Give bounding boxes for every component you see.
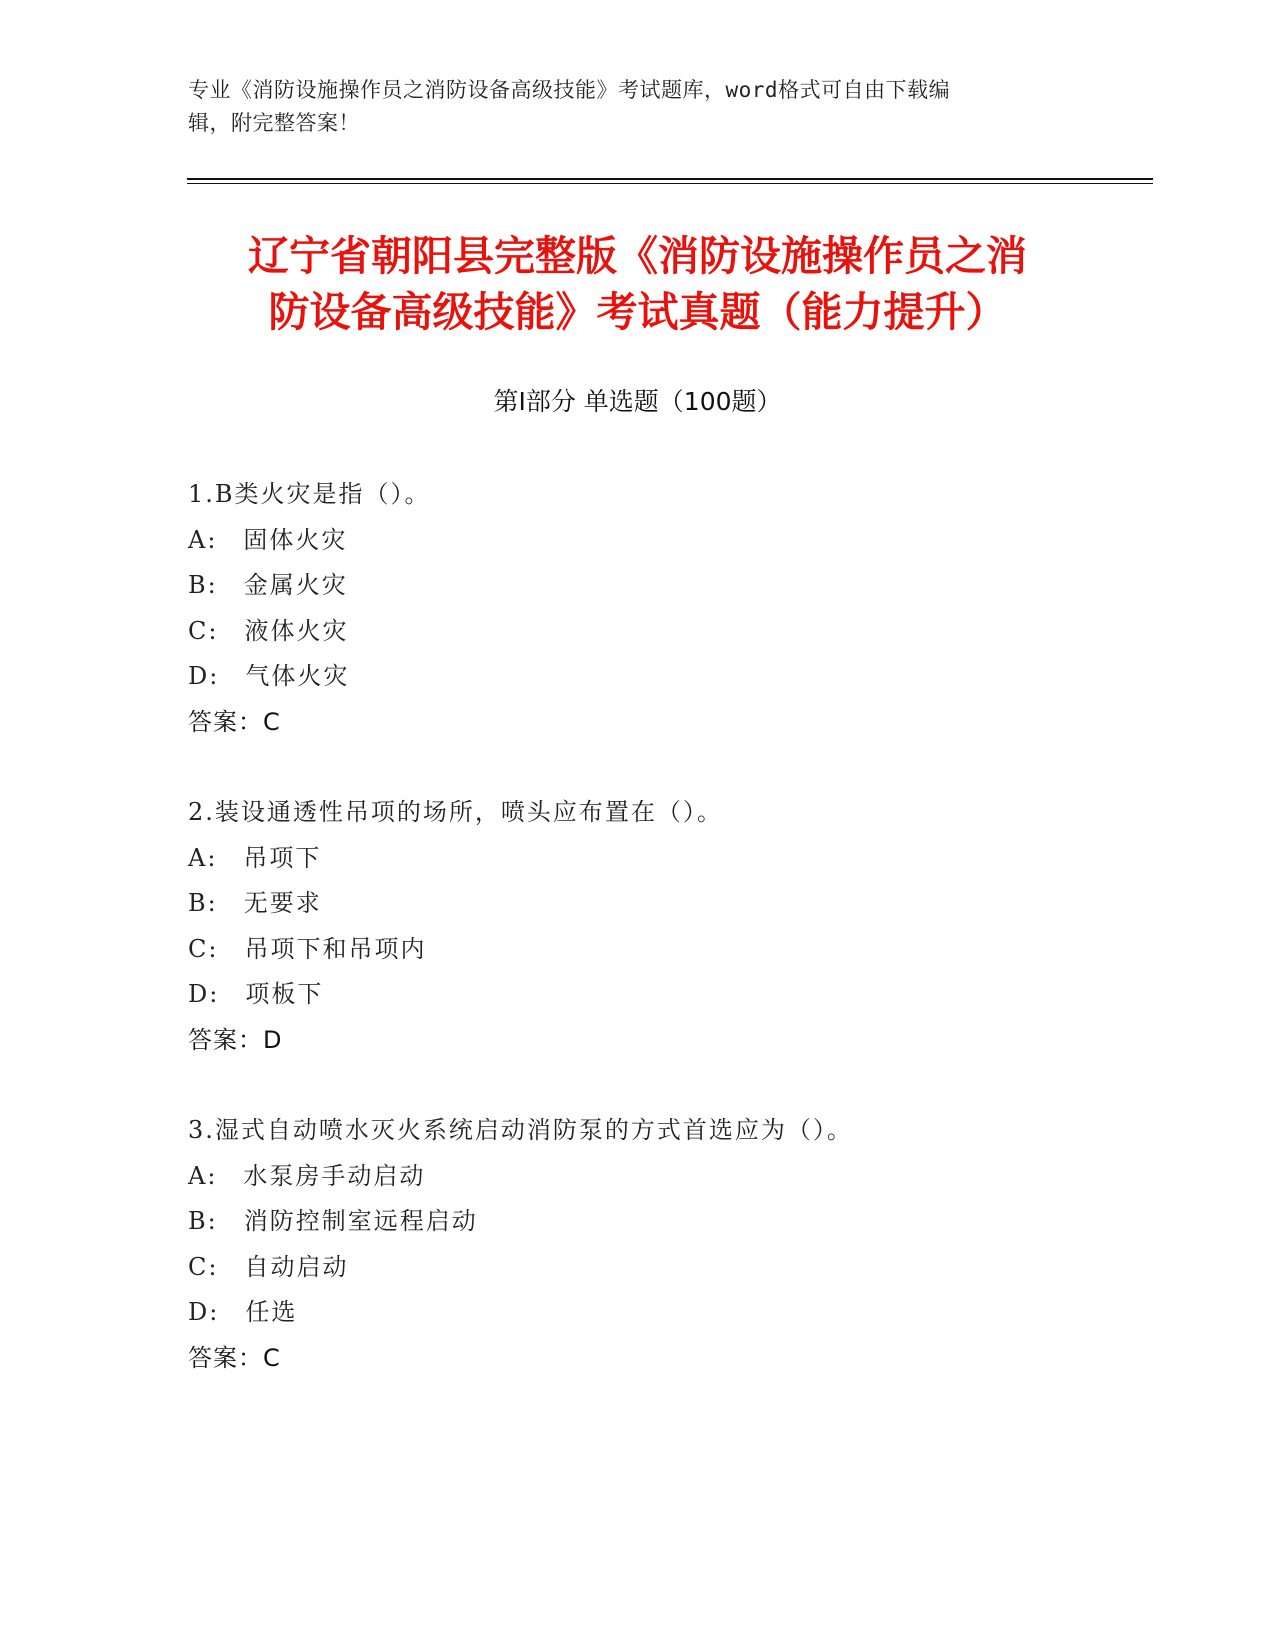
option-a: A: 固体火灾 [188, 525, 348, 554]
option-c: C: 自动启动 [188, 1252, 349, 1281]
option-a: A: 吊项下 [188, 843, 322, 872]
answer-line: 答案：D [188, 1025, 283, 1054]
option-d: D: 项板下 [188, 980, 324, 1008]
header-note-line-1: 专业《消防设施操作员之消防设备高级技能》考试题库，word格式可自由下载编 [188, 78, 951, 102]
question-stem: 1.B类火灾是指（）。 [188, 480, 431, 508]
option-b: B: 金属火灾 [188, 571, 348, 599]
option-b: B: 无要求 [188, 889, 322, 917]
option-b: B: 消防控制室远程启动 [188, 1207, 478, 1235]
question-block [188, 790, 1148, 1063]
header-divider [187, 178, 1153, 184]
answer-line: 答案：C [188, 707, 281, 736]
answer-line: 答案：C [188, 1343, 281, 1372]
question-block [188, 472, 1148, 745]
header-note-line-2: 辑，附完整答案！ [188, 111, 360, 135]
document-title [0, 228, 1275, 340]
document-title-line-1: 辽宁省朝阳县完整版《消防设施操作员之消 [248, 232, 1027, 280]
option-c: C: 吊项下和吊项内 [188, 934, 427, 963]
option-a: A: 水泵房手动启动 [188, 1161, 426, 1190]
question-block [188, 1108, 1148, 1381]
option-c: C: 液体火灾 [188, 616, 349, 645]
header-note [188, 74, 1068, 140]
option-d: D: 气体火灾 [188, 662, 350, 690]
question-stem: 2.装设通透性吊项的场所，喷头应布置在（）。 [188, 798, 723, 826]
question-stem: 3.湿式自动喷水灭火系统启动消防泵的方式首选应为（）。 [188, 1116, 853, 1144]
option-d: D: 任选 [188, 1298, 298, 1326]
section-heading: 第Ⅰ部分 单选题（100题） [493, 387, 782, 416]
document-title-line-2: 防设备高级技能》考试真题（能力提升） [268, 288, 1007, 336]
